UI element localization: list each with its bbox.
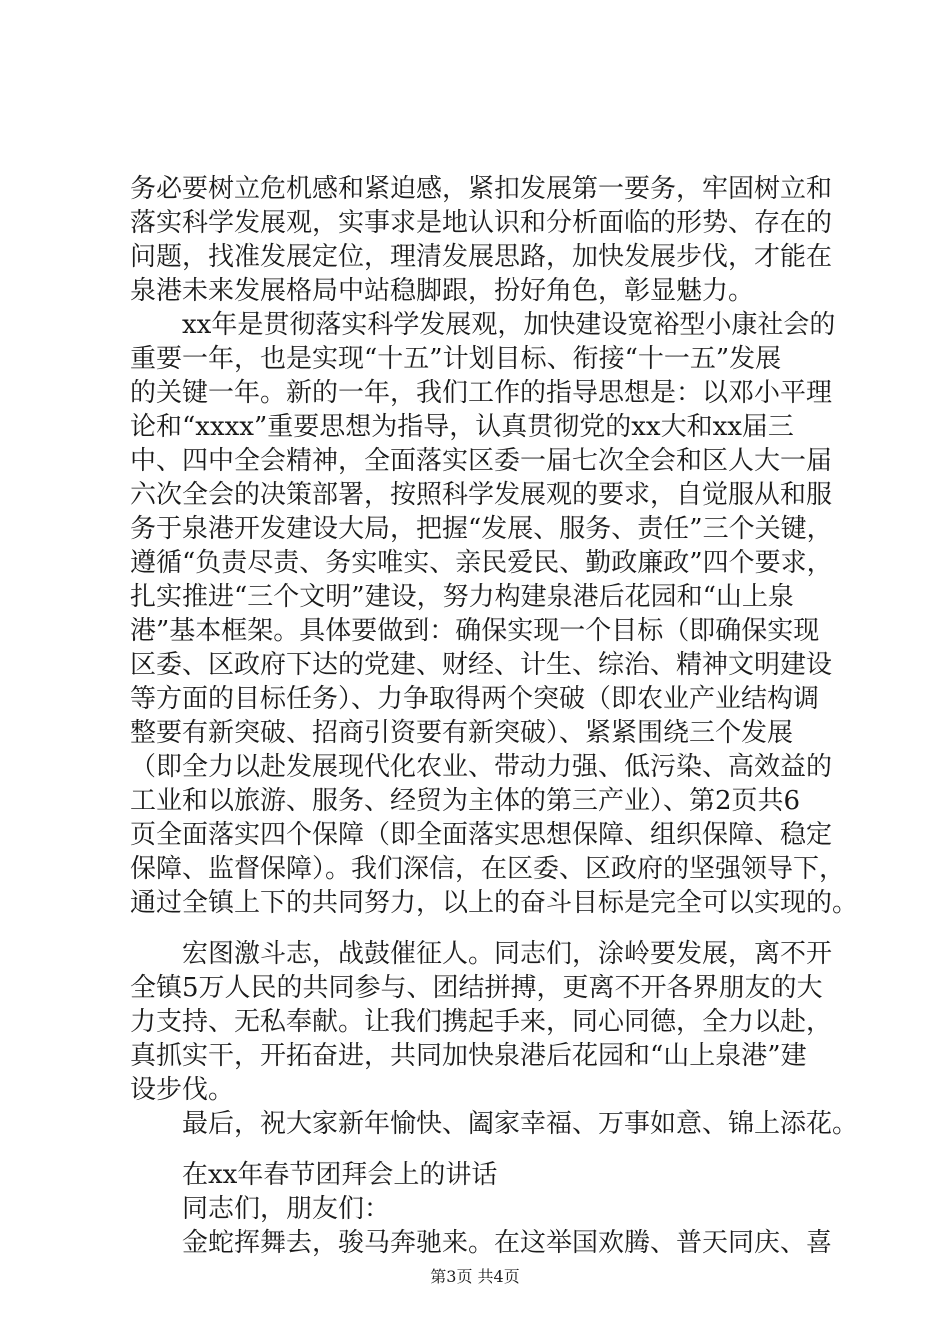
text-line: 宏图激斗志，战鼓催征人。同志们，涂岭要发展，离不开 (182, 939, 833, 969)
text-line: 通过全镇上下的共同努力，以上的奋斗目标是完全可以实现的。 (130, 888, 859, 918)
text-line: 重要一年，也是实现“十五”计划目标、衔接“十一五”发展 (130, 344, 782, 374)
text-line: 的关键一年。新的一年，我们工作的指导思想是：以邓小平理 (130, 378, 833, 408)
text-line: 港”基本框架。具体要做到：确保实现一个目标（即确保实现 (130, 616, 820, 646)
text-line: 全镇5万人民的共同参与、团结拼搏，更离不开各界朋友的大 (130, 973, 823, 1003)
text-line: 金蛇挥舞去，骏马奔驰来。在这举国欢腾、普天同庆、喜 (182, 1228, 833, 1258)
text-line: 务必要树立危机感和紧迫感，紧扣发展第一要务，牢固树立和 (130, 174, 833, 204)
text-line: 力支持、无私奉献。让我们携起手来，同心同德，全力以赴， (130, 1007, 833, 1037)
text-line: 工业和以旅游、服务、经贸为主体的第三产业）、第2页共6 (130, 786, 801, 816)
text-line: 最后，祝大家新年愉快、阖家幸福、万事如意、锦上添花。 (182, 1109, 859, 1139)
salutation: 同志们，朋友们： (182, 1194, 391, 1224)
text-line: 整要有新突破、招商引资要有新突破）、紧紧围绕三个发展 (130, 718, 794, 748)
text-line: 真抓实干，开拓奋进，共同加快泉港后花园和“山上泉港”建 (130, 1041, 807, 1071)
text-line: 六次全会的决策部署，按照科学发展观的要求，自觉服从和服 (130, 480, 833, 510)
text-line: 中、四中全会精神，全面落实区委一届七次全会和区人大一届 (130, 446, 833, 476)
text-line: 务于泉港开发建设大局，把握“发展、服务、责任”三个关键， (130, 514, 833, 544)
text-line: 页全面落实四个保障（即全面落实思想保障、组织保障、稳定 (130, 820, 833, 850)
text-line: （即全力以赴发展现代化农业、带动力强、低污染、高效益的 (130, 752, 833, 782)
text-line: 扎实推进“三个文明”建设，努力构建泉港后花园和“山上泉 (130, 582, 794, 612)
text-line: xx年是贯彻落实科学发展观，加快建设宽裕型小康社会的 (182, 310, 836, 340)
text-line: 泉港未来发展格局中站稳脚跟，扮好角色，彰显魅力。 (130, 276, 755, 306)
speech-title: 在xx年春节团拜会上的讲话 (182, 1160, 498, 1190)
text-line: 问题，找准发展定位，理清发展思路，加快发展步伐，才能在 (130, 242, 833, 272)
page-footer: 第3页 共4页 (430, 1267, 520, 1286)
text-line: 遵循“负责尽责、务实唯实、亲民爱民、勤政廉政”四个要求， (130, 548, 833, 578)
text-line: 保障、监督保障）。我们深信，在区委、区政府的坚强领导下， (130, 854, 846, 884)
text-line: 区委、区政府下达的党建、财经、计生、综治、精神文明建设 (130, 650, 833, 680)
text-line: 等方面的目标任务）、力争取得两个突破（即农业产业结构调 (130, 684, 820, 714)
text-line: 落实科学发展观，实事求是地认识和分析面临的形势、存在的 (130, 208, 833, 238)
text-line: 论和“xxxx”重要思想为指导，认真贯彻党的xx大和xx届三 (130, 412, 794, 442)
text-line: 设步伐。 (130, 1075, 235, 1105)
